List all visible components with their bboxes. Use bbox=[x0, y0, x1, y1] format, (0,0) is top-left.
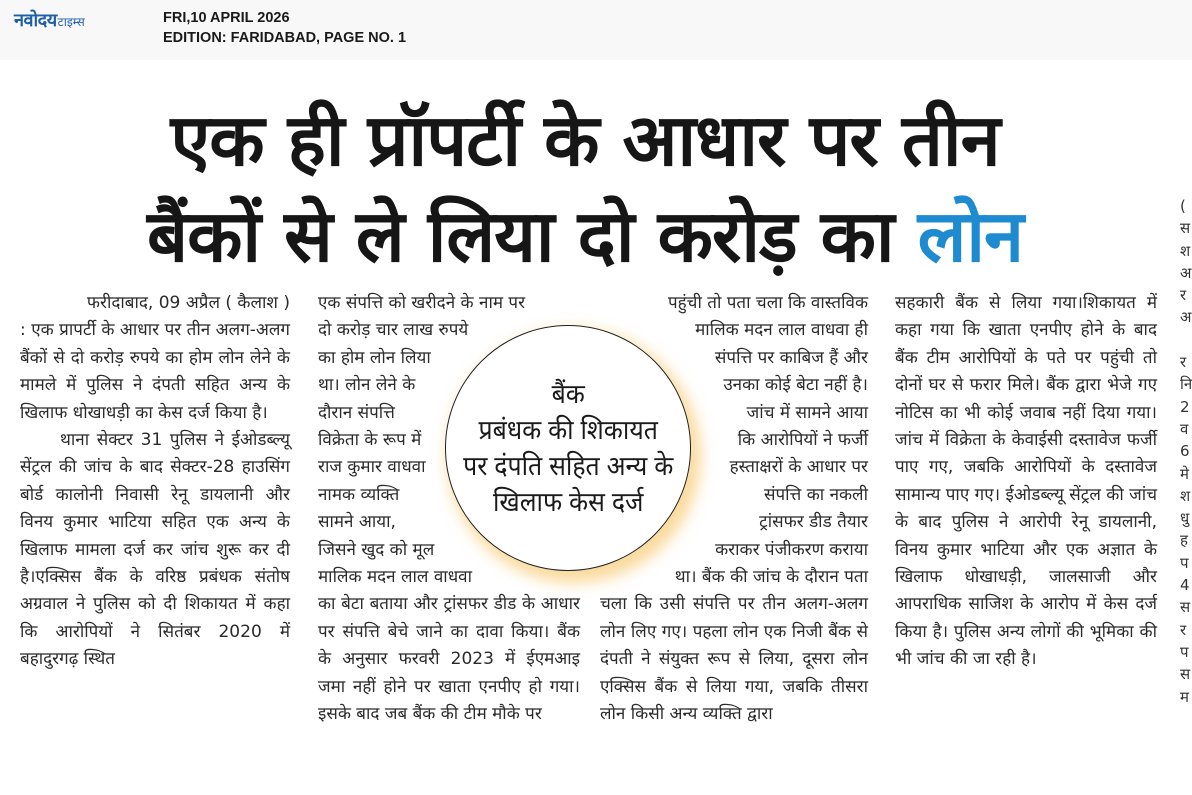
text-line: राज कुमार वाधवा bbox=[318, 457, 426, 478]
pull-quote-line: पर दंपति सहित अन्य के bbox=[462, 451, 674, 481]
text-line: कराकर पंजीकरण कराया bbox=[715, 539, 868, 560]
text-line: कि आरोपियों ने फर्जी bbox=[737, 430, 868, 451]
paragraph: का बेटा बताया और ट्रांसफर डीड के आधार पर संपत्ति बेचे जाने का दावा किया। बैंक के अनुसार फरवरी 2023 में ईएमआइ जमा नहीं होने पर खाता एनपीए हो गया। इसके बाद जब बैंक की टीम मौके पर bbox=[318, 594, 580, 725]
cropped-text-strip bbox=[0, 60, 1192, 68]
text-line: पहुंची तो पता चला कि वास्तविक bbox=[668, 293, 868, 313]
logo-main-text: नवोदय bbox=[14, 10, 57, 31]
headline-line-1: एक ही प्रॉपर्टी के आधार पर तीन bbox=[170, 98, 1000, 182]
text-line: मालिक मदन लाल वाधवा ही bbox=[695, 320, 868, 341]
pull-quote-text bbox=[463, 376, 673, 520]
headline-line-2 bbox=[0, 188, 1170, 284]
pull-quote-line: बैंक bbox=[551, 379, 585, 409]
text-line: संपत्ति पर काबिज हैं और bbox=[714, 347, 868, 368]
pull-quote-line: प्रबंधक की शिकायत bbox=[478, 415, 658, 445]
publication-date: FRI,10 APRIL 2026 bbox=[163, 10, 290, 26]
text-line: था। बैंक की जांच के दौरान पता bbox=[674, 567, 868, 588]
paragraph: चला कि उसी संपत्ति पर तीन अलग-अलग लोन लिए गए। पहला लोन एक निजी बैंक से दंपती ने संयुक्त रूप से लिया, दूसरा लोन एक्सिस बैंक से लिया गया, जबकि तीसरा लोन किसी अन्य व्यक्ति द्वारा bbox=[600, 594, 868, 725]
dateline: फरीदाबाद, 09 अप्रैल ( कैलाश ) bbox=[86, 293, 290, 313]
text-line: जिसने खुद को मूल bbox=[318, 539, 435, 560]
text-line: हस्ताक्षरों के आधार पर bbox=[729, 457, 868, 478]
text-line: नामक व्यक्ति bbox=[318, 484, 400, 505]
text-line: था। लोन लेने के bbox=[318, 375, 416, 396]
paragraph: सहकारी बैंक से लिया गया।शिकायत में कहा गया कि खाता एनपीए होने के बाद बैंक टीम आरोपियों के पते पर पहुंची तो दोनों घर से फरार मिले। बैंक द्वारा भेजे गए नोटिस का भी कोई जवाब नहीं दिया गया। जांच में विक्रेता के केवाईसी दस्तावेज फर्जी पाए गए, जबकि आरोपियों के दस्तावेज सामान्य पाए गए। ईओडब्ल्यू सेंट्रल की जांच के बाद पुलिस ने आरोपी रेनू डायलानी, विनय कुमार भाटिया और एक अज्ञात के खिलाफ धोखाधड़ी, जालसाजी और आपराधिक साजिश के आरोप में केस दर्ज किया है। पुलिस अन्य लोगों की भूमिका की भी जांच की जा रही है। bbox=[895, 293, 1157, 670]
newspaper-logo[interactable] bbox=[14, 8, 85, 32]
article-column-4 bbox=[895, 290, 1157, 674]
logo-sub-text: टाइम्स bbox=[57, 15, 85, 29]
epaper-header bbox=[0, 0, 1192, 60]
text-line: दो करोड़ चार लाख रुपये bbox=[318, 320, 469, 341]
text-line: जांच में सामने आया bbox=[746, 402, 868, 423]
headline-line-2-text: बैंकों से ले लिया दो करोड़ का bbox=[146, 194, 918, 278]
paragraph: : एक प्रापर्टी के आधार पर तीन अलग-अलग बैंकों से दो करोड़ रुपये का होम लोन लेने के मामले में पुलिस ने दंपती सहित अन्य के खिलाफ धोखाधड़ी का केस दर्ज किया है। bbox=[20, 320, 290, 423]
adjacent-article-fragment: ( स श अ र अ र नि 2 व 6 मे श धु ह प 4 स र प स म bbox=[1180, 197, 1192, 706]
pull-quote bbox=[445, 325, 691, 571]
text-line: ट्रांसफर डीड तैयार bbox=[759, 512, 868, 533]
text-line: संपत्ति का नकली bbox=[764, 484, 868, 505]
text-line: एक संपत्ति को खरीदने के नाम पर bbox=[318, 293, 526, 313]
headline-accent-word: लोन bbox=[917, 194, 1024, 278]
text-line: का होम लोन लिया bbox=[318, 347, 431, 368]
text-line: सामने आया, bbox=[318, 512, 396, 533]
edition-info bbox=[163, 8, 406, 48]
text-line: मालिक मदन लाल वाधवा bbox=[318, 567, 473, 588]
pull-quote-line: खिलाफ केस दर्ज bbox=[492, 487, 644, 517]
paragraph: थाना सेक्टर 31 पुलिस ने ईओडब्ल्यू सेंट्रल की जांच के बाद सेक्टर-28 हाउसिंग बोर्ड कालोनी निवासी रेनू डायलानी और विनय कुमार भाटिया सहित एक अन्य के खिलाफ मामला दर्ज कर जांच शुरू कर दी है।एक्सिस बैंक के वरिष्ठ प्रबंधक संतोष अग्रवाल ने पुलिस को दी शिकायत में कहा कि आरोपियों ने सितंबर 2020 में बहादुरगढ़ स्थित bbox=[20, 430, 290, 670]
article-headline bbox=[0, 92, 1170, 284]
text-line: दौरान संपत्ति bbox=[318, 402, 395, 423]
edition-label: EDITION: FARIDABAD, PAGE NO. 1 bbox=[163, 30, 407, 46]
article-column-1 bbox=[20, 290, 290, 674]
text-line: विक्रेता के रूप में bbox=[318, 430, 422, 451]
text-line: उनका कोई बेटा नहीं है। bbox=[723, 375, 868, 396]
